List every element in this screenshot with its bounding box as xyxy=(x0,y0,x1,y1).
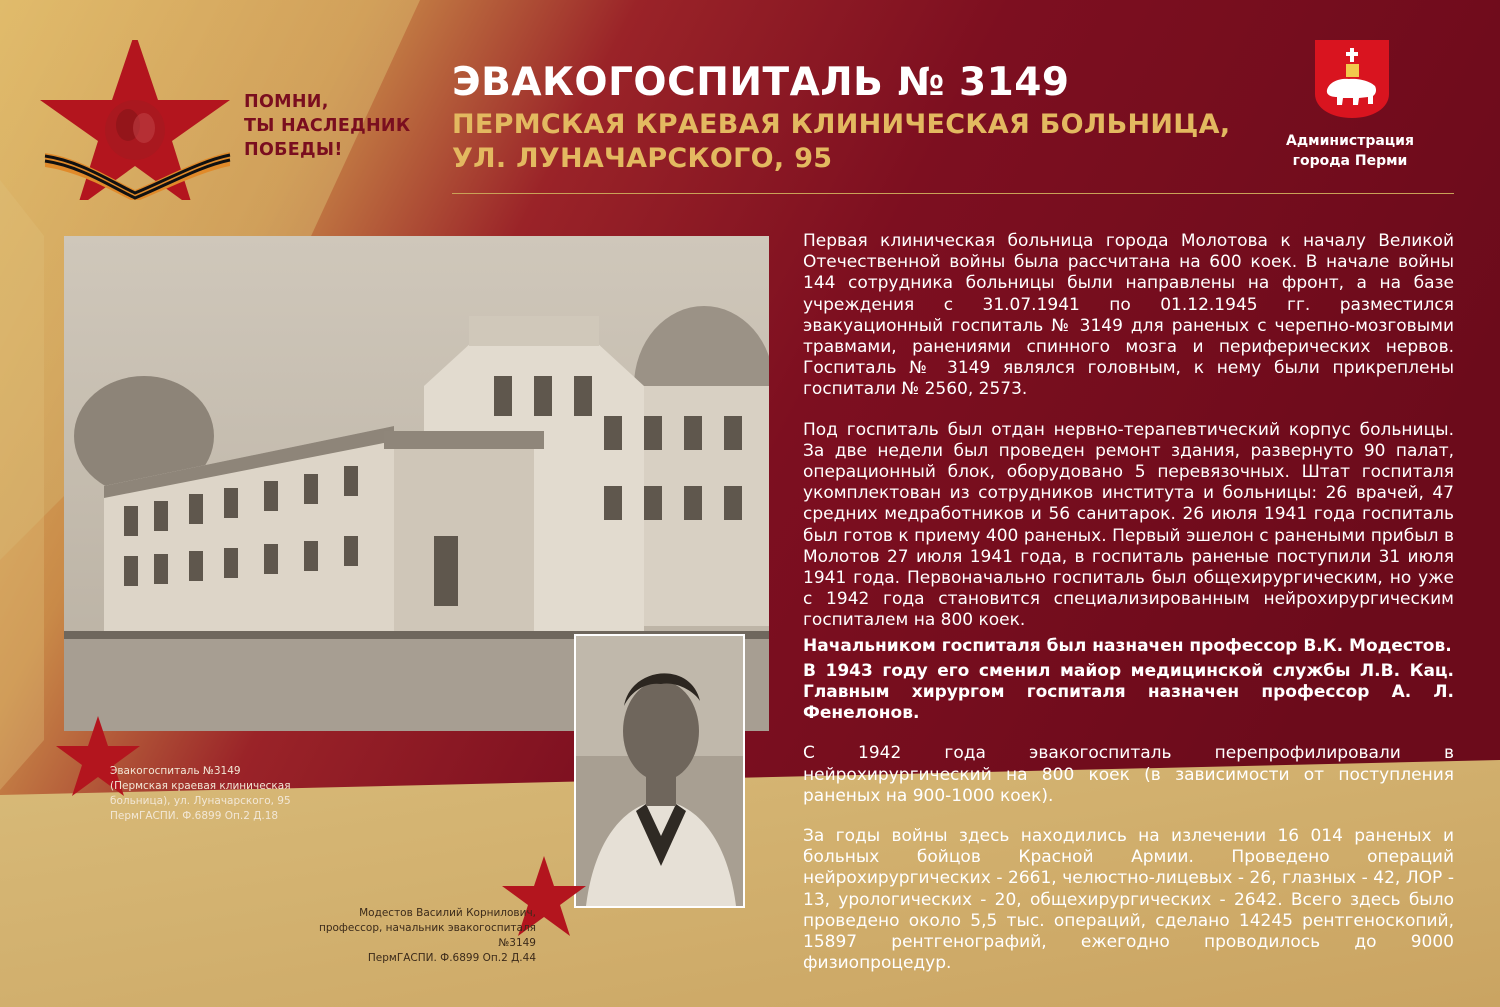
body-paragraph: За годы войны здесь находились на излечении 16 014 раненых и больных бойцов Красной Армии. Проведено операций нейрохирургических - 2661, челюстно-лицевых - 26, глазных - 42, ЛОР - 13, урологических - 20, общехирургических - 2642. Всего здесь было проведено около 5,5 тыс. операций, сделано 14245 рентгеноскопий, 15897 рентгенографий, ежегодно проводилось до 9000 физиопроцедур. xyxy=(803,826,1454,974)
slogan-line: ТЫ НАСЛЕДНИК xyxy=(244,116,411,136)
body-paragraph-bold: Начальником госпиталя был назначен профессор В.К. Модестов. xyxy=(803,635,1452,656)
slogan xyxy=(244,90,444,162)
page-title: ЭВАКОГОСПИТАЛЬ № 3149 xyxy=(452,60,1070,105)
portrait-photo-caption xyxy=(290,906,536,966)
body-paragraph: Под госпиталь был отдан нервно-терапевтический корпус больницы. За две недели был проведен ремонт здания, развернуто 90 палат, операционный блок, оборудовано 5 перевязочных. Штат госпиталя укомплектован из сотрудников института и больницы: 26 врачей, 47 средних медработников и 56 санитарок. 26 июля 1941 года госпиталь был готов к приему 400 раненых. Первый эшелон с ранеными прибыл в Молотов 27 июля 1941 года, в госпиталь раненые поступили 31 июля 1941 года. Первоначально госпиталь был общехирургическим, но уже с 1942 года становится специализированным нейрохирургическим госпиталем на 800 коек. xyxy=(803,419,1454,631)
body-paragraph: Первая клиническая больница города Молотова к началу Великой Отечественной войны была рассчитана на 600 коек. В начале войны 144 сотрудника больницы были направлены на фронт, а на базе учреждения с 31.07.1941 по 01.12.1945 гг. разместился эвакуационный госпиталь № 3149 для раненых с черепно-мозговыми травмами, ранениями спинного мозга и периферических нервов. Госпиталь № 3149 являлся головным, к нему были прикреплены госпитали № 2560, 2573. xyxy=(803,231,1454,400)
admin-label xyxy=(1270,131,1430,171)
caption-line: больница), ул. Луначарского, 95 xyxy=(110,795,291,807)
subtitle-line: УЛ. ЛУНАЧАРСКОГО, 95 xyxy=(452,143,833,174)
header-divider xyxy=(452,193,1454,194)
page-subtitle xyxy=(452,108,1231,176)
caption-line: профессор, начальник эвакогоспиталя №3149 xyxy=(318,922,536,949)
modestov-portrait-photo xyxy=(576,636,743,906)
building-photo-caption xyxy=(110,764,310,824)
star-ribbon-logo xyxy=(40,40,240,200)
caption-line: ПермГАСПИ. Ф.6899 Оп.2 Д.44 xyxy=(367,952,536,964)
body-paragraph-bold: В 1943 году его сменил майор медицинской службы Л.В. Кац. Главным хирургом госпиталя назначен профессор А. Л. Фенелонов. xyxy=(803,660,1454,724)
caption-line: ПермГАСПИ. Ф.6899 Оп.2 Д.18 xyxy=(110,810,279,822)
caption-line: Эвакогоспиталь №3149 xyxy=(110,765,241,777)
red-star-icon xyxy=(40,40,230,200)
slogan-line: ПОМНИ, xyxy=(244,92,329,112)
slogan-line: ПОБЕДЫ! xyxy=(244,140,343,160)
body-paragraph: С 1942 года эвакогоспиталь перепрофилировали в нейрохирургический на 800 коек (в зависимости от поступления раненых на 900-1000 коек). xyxy=(803,743,1454,806)
caption-line: Модестов Василий Корнилович, xyxy=(359,907,536,919)
admin-label-line: Администрация xyxy=(1286,133,1414,149)
subtitle-line: ПЕРМСКАЯ КРАЕВАЯ КЛИНИЧЕСКАЯ БОЛЬНИЦА, xyxy=(452,109,1231,140)
perm-bear-coat-of-arms-icon xyxy=(1313,38,1391,120)
caption-line: (Пермская краевая клиническая xyxy=(110,780,291,792)
admin-label-line: города Перми xyxy=(1292,153,1408,169)
body-text xyxy=(803,231,1454,975)
